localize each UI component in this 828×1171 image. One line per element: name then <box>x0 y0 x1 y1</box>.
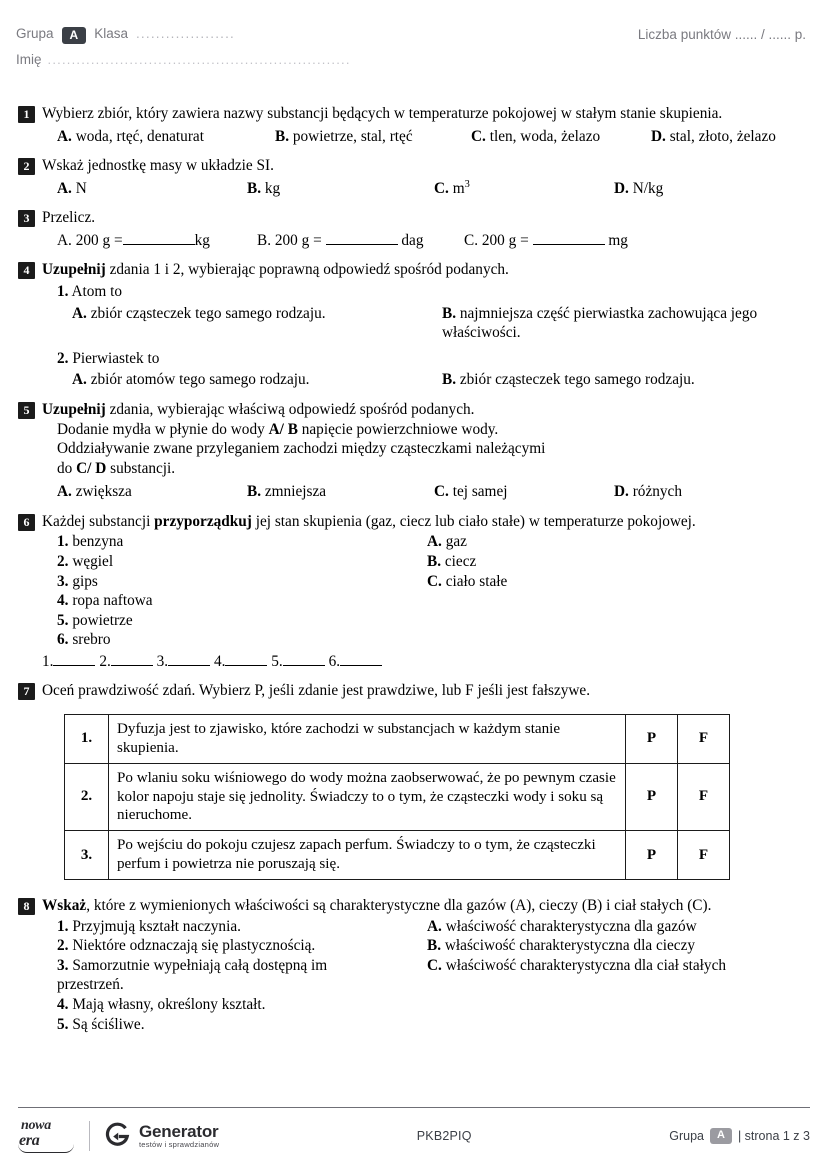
conversion-c-value: 200 g = <box>481 231 529 249</box>
task-6-match-lists <box>42 532 810 649</box>
conversion-c[interactable] <box>464 231 628 251</box>
task-2-options <box>42 179 810 199</box>
option-b-text: kg <box>264 179 281 197</box>
row-2-index: 2. <box>65 763 109 831</box>
task-2-stem: Wskaż jednostkę masy w układzie SI. <box>42 157 274 175</box>
table-row <box>65 715 730 764</box>
left-item-2-text: Niektóre odznaczają się plastycznością. <box>72 937 316 955</box>
answer-slot-5-blank[interactable] <box>283 665 325 666</box>
option-d[interactable] <box>651 127 776 147</box>
page-footer <box>18 1107 810 1153</box>
right-item-c-text: ciało stałe <box>445 572 508 590</box>
list-item[interactable] <box>57 936 427 956</box>
list-item[interactable] <box>57 572 427 592</box>
conversion-b-letter: B. <box>257 231 272 249</box>
list-item[interactable] <box>57 917 427 937</box>
task-1-options <box>42 127 810 147</box>
generator-subtitle: testów i sprawdzianów <box>139 1139 220 1149</box>
answer-slot-6-label: 6. <box>328 652 341 670</box>
list-item[interactable] <box>427 936 810 956</box>
page-header <box>0 26 828 67</box>
row-2-false-option[interactable]: F <box>678 763 730 831</box>
task-number-badge: 6 <box>18 514 35 531</box>
option-a-letter: A. <box>72 371 87 389</box>
left-item-5-index: 5. <box>57 1015 69 1033</box>
option-a[interactable] <box>57 127 275 147</box>
row-3-statement: Po wejściu do pokoju czujesz zapach perfum. Świadczy to o tym, że cząsteczki perfum i powietrza nie poruszają się. <box>109 831 626 880</box>
option-c-superscript: 3 <box>464 178 470 190</box>
brand-divider <box>89 1121 90 1151</box>
task-number-badge: 7 <box>18 683 35 700</box>
subitem-1-index: 1. <box>57 283 69 301</box>
task-1 <box>18 104 810 146</box>
left-item-2-index: 2. <box>57 937 69 955</box>
task-4 <box>18 260 810 389</box>
left-item-1-text: benzyna <box>72 533 124 551</box>
task-5 <box>18 400 810 502</box>
conversion-b-unit: dag <box>401 231 424 249</box>
list-item[interactable] <box>57 995 427 1015</box>
subitem-2-label: Pierwiastek to <box>72 349 160 367</box>
option-b[interactable] <box>247 482 434 502</box>
option-a-text: zbiór atomów tego samego rodzaju. <box>90 371 310 389</box>
left-item-4-index: 4. <box>57 592 69 610</box>
subitem-1-options <box>57 304 810 343</box>
task-6-left-list <box>57 532 427 649</box>
right-item-c-letter: C. <box>427 956 442 974</box>
option-d-text: N/kg <box>632 179 664 197</box>
header-row-top <box>16 26 806 43</box>
subitem-2-index: 2. <box>57 349 69 367</box>
left-item-2-index: 2. <box>57 552 69 570</box>
left-item-3-index: 3. <box>57 572 69 590</box>
answer-slot-2-blank[interactable] <box>111 665 153 666</box>
right-item-b-letter: B. <box>427 552 442 570</box>
option-c[interactable] <box>434 482 614 502</box>
answer-slot-4-label: 4. <box>213 652 226 670</box>
subitem-1-label-row <box>57 282 810 302</box>
left-item-5-index: 5. <box>57 611 69 629</box>
nowa-era-line2: era <box>19 1132 40 1149</box>
right-item-b-letter: B. <box>427 937 442 955</box>
option-b[interactable] <box>247 179 434 199</box>
sentence-1-pre: Dodanie mydła w płynie do wody <box>57 420 269 438</box>
conversion-b-blank[interactable] <box>326 244 398 245</box>
points-label: Liczba punktów ...... / ...... p. <box>637 27 806 42</box>
option-a-text: woda, rtęć, denaturat <box>75 127 204 145</box>
brand-block <box>18 1119 219 1153</box>
task-6-answer-row <box>42 652 810 672</box>
conversion-b-value: 200 g = <box>274 231 322 249</box>
option-b-text: powietrze, stal, rtęć <box>292 127 413 145</box>
task-2 <box>18 156 810 198</box>
left-item-6-text: srebro <box>72 631 111 649</box>
left-item-2-text: węgiel <box>72 552 114 570</box>
answer-slot-3-label: 3. <box>156 652 169 670</box>
task-number-badge: 1 <box>18 106 35 123</box>
footer-page-label: | strona 1 z 3 <box>737 1129 810 1143</box>
sentence-2-pre: Oddziaływanie zwane przyleganiem zachodzi między cząsteczkami należącymi <box>57 440 546 458</box>
task-6-stem-bold: przyporządkuj <box>154 512 252 530</box>
right-item-a-letter: A. <box>427 917 442 935</box>
option-a[interactable] <box>57 179 247 199</box>
conversion-a-unit: kg <box>194 231 210 249</box>
task-5-stem-bold: Uzupełnij <box>42 400 106 418</box>
subitem-2-option-a[interactable] <box>72 370 442 390</box>
task-4-stem <box>42 260 810 280</box>
left-item-4-index: 4. <box>57 995 69 1013</box>
option-b-letter: B. <box>442 371 457 389</box>
task-number-badge: 4 <box>18 262 35 279</box>
option-a[interactable] <box>57 482 247 502</box>
list-item[interactable] <box>427 956 810 976</box>
sentence-1-choice[interactable]: A/ B <box>268 420 298 438</box>
option-d[interactable] <box>614 179 663 199</box>
option-c-text: tlen, woda, żelazo <box>489 127 601 145</box>
task-8-stem-rest: , które z wymienionych właściwości są charakterystyczne dla gazów (A), cieczy (B) i ciał stałych (C). <box>86 897 712 915</box>
name-label: Imię <box>16 52 42 67</box>
option-c-letter: C. <box>434 483 449 501</box>
option-c-letter: C. <box>471 127 486 145</box>
list-item[interactable] <box>427 532 810 552</box>
task-6-stem <box>42 512 810 532</box>
option-b[interactable] <box>275 127 471 147</box>
list-item[interactable] <box>427 572 810 592</box>
option-a-letter: A. <box>72 304 87 322</box>
task-number-badge: 2 <box>18 158 35 175</box>
subitem-1-label: Atom to <box>71 283 123 301</box>
task-6-stem-pre: Każdej substancji <box>42 512 155 530</box>
task-5-options <box>42 482 810 502</box>
generator-text-block <box>139 1123 219 1150</box>
left-item-4-text: ropa naftowa <box>72 592 153 610</box>
task-8 <box>18 896 810 1034</box>
row-3-true-option[interactable]: P <box>626 831 678 880</box>
sentence-1-post: napięcie powierzchniowe wody. <box>297 420 499 438</box>
task-4-stem-bold: Uzupełnij <box>42 261 106 279</box>
class-dotted-line[interactable]: .................... <box>135 26 235 41</box>
left-item-5-text: Są ściśliwe. <box>72 1015 145 1033</box>
header-group-class <box>16 26 235 43</box>
conversion-c-blank[interactable] <box>533 244 605 245</box>
task-6-right-list <box>427 532 810 649</box>
footer-group-label: Grupa <box>669 1129 704 1143</box>
task-1-stem: Wybierz zbiór, który zawiera nazwy substancji będących w temperaturze pokojowej w stałym stanie skupienia. <box>42 105 723 122</box>
row-1-true-option[interactable]: P <box>626 715 678 764</box>
row-1-index: 1. <box>65 715 109 764</box>
task-8-match-lists <box>42 917 810 1034</box>
list-item[interactable] <box>427 552 810 572</box>
option-a-letter: A. <box>57 127 72 145</box>
right-item-a-letter: A. <box>427 533 442 551</box>
option-b-letter: B. <box>247 483 262 501</box>
conversion-b[interactable] <box>257 231 464 251</box>
right-item-a-text: właściwość charakterystyczna dla gazów <box>445 917 697 935</box>
generator-logo <box>103 1120 219 1153</box>
option-b-letter: B. <box>247 179 262 197</box>
true-false-table <box>64 714 730 880</box>
task-7 <box>18 681 810 880</box>
option-b-text: najmniejsza część pierwiastka zachowująca jego właściwości. <box>442 304 758 342</box>
subitem-1-option-a[interactable] <box>72 304 442 343</box>
option-a-text: zbiór cząsteczek tego samego rodzaju. <box>90 304 326 322</box>
subitem-2-label-row <box>57 349 810 369</box>
task-8-left-list <box>57 917 427 1034</box>
answer-slot-6-blank[interactable] <box>340 665 382 666</box>
table-row <box>65 831 730 880</box>
sentence-3-pre: do <box>57 459 77 477</box>
nowa-era-arc-icon <box>18 1144 74 1153</box>
footer-divider <box>18 1107 810 1108</box>
row-3-false-option[interactable]: F <box>678 831 730 880</box>
option-c-text: m <box>452 179 465 197</box>
task-number-badge: 3 <box>18 210 35 227</box>
right-item-b-text: właściwość charakterystyczna dla cieczy <box>444 937 696 955</box>
option-c-letter: C. <box>434 179 449 197</box>
sentence-3-post: substancji. <box>106 459 176 477</box>
list-item[interactable] <box>57 956 397 995</box>
right-item-c-text: właściwość charakterystyczna dla ciał stałych <box>445 956 727 974</box>
task-8-stem <box>42 896 810 916</box>
task-number-badge: 8 <box>18 898 35 915</box>
option-c[interactable] <box>471 127 651 147</box>
group-badge: A <box>62 27 87 44</box>
conversion-a-letter: A. <box>57 231 72 249</box>
footer-group-badge: A <box>710 1128 732 1144</box>
task-3 <box>18 208 810 250</box>
group-label: Grupa <box>16 26 54 41</box>
option-d[interactable] <box>614 482 682 502</box>
conversion-a-value: 200 g = <box>75 231 123 249</box>
list-item[interactable] <box>57 611 427 631</box>
task-3-conversions <box>42 231 810 251</box>
conversion-c-unit: mg <box>608 231 628 249</box>
option-c-text: tej samej <box>452 483 508 501</box>
generator-circle-arrow-icon <box>103 1120 133 1153</box>
task-number-badge: 5 <box>18 402 35 419</box>
subitem-1-option-b[interactable] <box>442 304 810 343</box>
row-2-statement: Po wlaniu soku wiśniowego do wody można zaobserwować, że po pewnym czasie kolor napoju staje się jednolity. Świadczy to o tym, że cząsteczki wody i soku są nieruchome. <box>109 763 626 831</box>
task-7-stem: Oceń prawdziwość zdań. Wybierz P, jeśli zdanie jest prawdziwe, lub F jeśli jest fałszywe. <box>42 682 591 700</box>
generator-title: Generator <box>139 1121 219 1141</box>
list-item[interactable] <box>57 552 427 572</box>
option-a-letter: A. <box>57 179 72 197</box>
task-6-stem-post: jej stan skupienia (gaz, ciecz lub ciało stałe) w temperaturze pokojowej. <box>251 512 696 530</box>
answer-slot-1-label: 1. <box>42 652 54 670</box>
answer-slot-5-label: 5. <box>271 652 283 670</box>
task-8-stem-bold: Wskaż <box>42 897 87 915</box>
option-d-text: różnych <box>632 483 682 501</box>
list-item[interactable] <box>57 630 427 650</box>
left-item-6-index: 6. <box>57 631 69 649</box>
subitem-2-option-b[interactable] <box>442 370 810 390</box>
task-4-subitem-1 <box>42 282 810 343</box>
row-1-false-option[interactable]: F <box>678 715 730 764</box>
task-5-stem-rest: zdania, wybierając właściwą odpowiedź spośród podanych. <box>105 400 475 418</box>
header-row-name <box>16 52 806 67</box>
left-item-3-text: Samorzutnie wypełniają całą dostępną im przestrzeń. <box>57 956 328 994</box>
row-3-index: 3. <box>65 831 109 880</box>
nowa-era-logo <box>18 1119 76 1153</box>
table-row <box>65 763 730 831</box>
option-b-letter: B. <box>442 304 457 322</box>
list-item[interactable] <box>57 591 427 611</box>
task-4-stem-rest: zdania 1 i 2, wybierając poprawną odpowiedź spośród podanych. <box>105 261 509 279</box>
right-item-c-letter: C. <box>427 572 442 590</box>
left-item-1-index: 1. <box>57 533 69 551</box>
subitem-2-options <box>57 370 810 390</box>
task-5-stem <box>42 400 810 420</box>
list-item[interactable] <box>57 1015 427 1035</box>
answer-slot-2-label: 2. <box>99 652 111 670</box>
conversion-a-blank[interactable] <box>123 244 195 245</box>
worksheet-code: PKB2PIQ <box>416 1129 472 1143</box>
answer-slot-1-blank[interactable] <box>53 665 95 666</box>
option-b-text: zmniejsza <box>264 483 327 501</box>
option-d-letter: D. <box>651 127 666 145</box>
option-a-letter: A. <box>57 483 72 501</box>
row-2-true-option[interactable]: P <box>626 763 678 831</box>
task-5-sentence-3 <box>42 459 810 479</box>
left-item-3-text: gips <box>72 572 98 590</box>
name-dotted-line[interactable]: ............................................................... <box>47 52 351 67</box>
task-3-stem: Przelicz. <box>42 209 96 227</box>
nowa-era-line1: nowa <box>21 1118 51 1133</box>
right-item-b-text: ciecz <box>444 552 477 570</box>
option-c[interactable] <box>434 179 614 199</box>
option-a-text: N <box>75 179 87 197</box>
answer-slot-4-blank[interactable] <box>225 665 267 666</box>
option-a-text: zwiększa <box>75 483 132 501</box>
left-item-3-index: 3. <box>57 956 69 974</box>
left-item-1-index: 1. <box>57 917 69 935</box>
footer-content <box>18 1119 810 1153</box>
task-5-sentence-2 <box>42 439 810 459</box>
conversion-a[interactable] <box>57 231 257 251</box>
row-1-statement: Dyfuzja jest to zjawisko, które zachodzi w substancjach w każdym stanie skupienia. <box>109 715 626 764</box>
option-d-text: stal, złoto, żelazo <box>669 127 776 145</box>
list-item[interactable] <box>427 917 810 937</box>
left-item-5-text: powietrze <box>72 611 133 629</box>
task-8-right-list <box>427 917 810 1034</box>
left-item-1-text: Przyjmują kształt naczynia. <box>72 917 241 935</box>
task-4-subitem-2 <box>42 349 810 390</box>
sentence-3-choice[interactable]: C/ D <box>76 459 107 477</box>
worksheet-body <box>18 104 810 1042</box>
answer-slot-3-blank[interactable] <box>168 665 210 666</box>
task-5-sentence-1 <box>42 420 810 440</box>
conversion-c-letter: C. <box>464 231 479 249</box>
list-item[interactable] <box>57 532 427 552</box>
option-b-text: zbiór cząsteczek tego samego rodzaju. <box>459 371 695 389</box>
left-item-4-text: Mają własny, określony kształt. <box>72 995 266 1013</box>
class-label: Klasa <box>94 26 128 41</box>
right-item-a-text: gaz <box>445 533 467 551</box>
option-d-letter: D. <box>614 179 629 197</box>
task-6 <box>18 512 810 672</box>
option-d-letter: D. <box>614 483 629 501</box>
footer-page-info <box>669 1128 810 1144</box>
option-b-letter: B. <box>275 127 290 145</box>
